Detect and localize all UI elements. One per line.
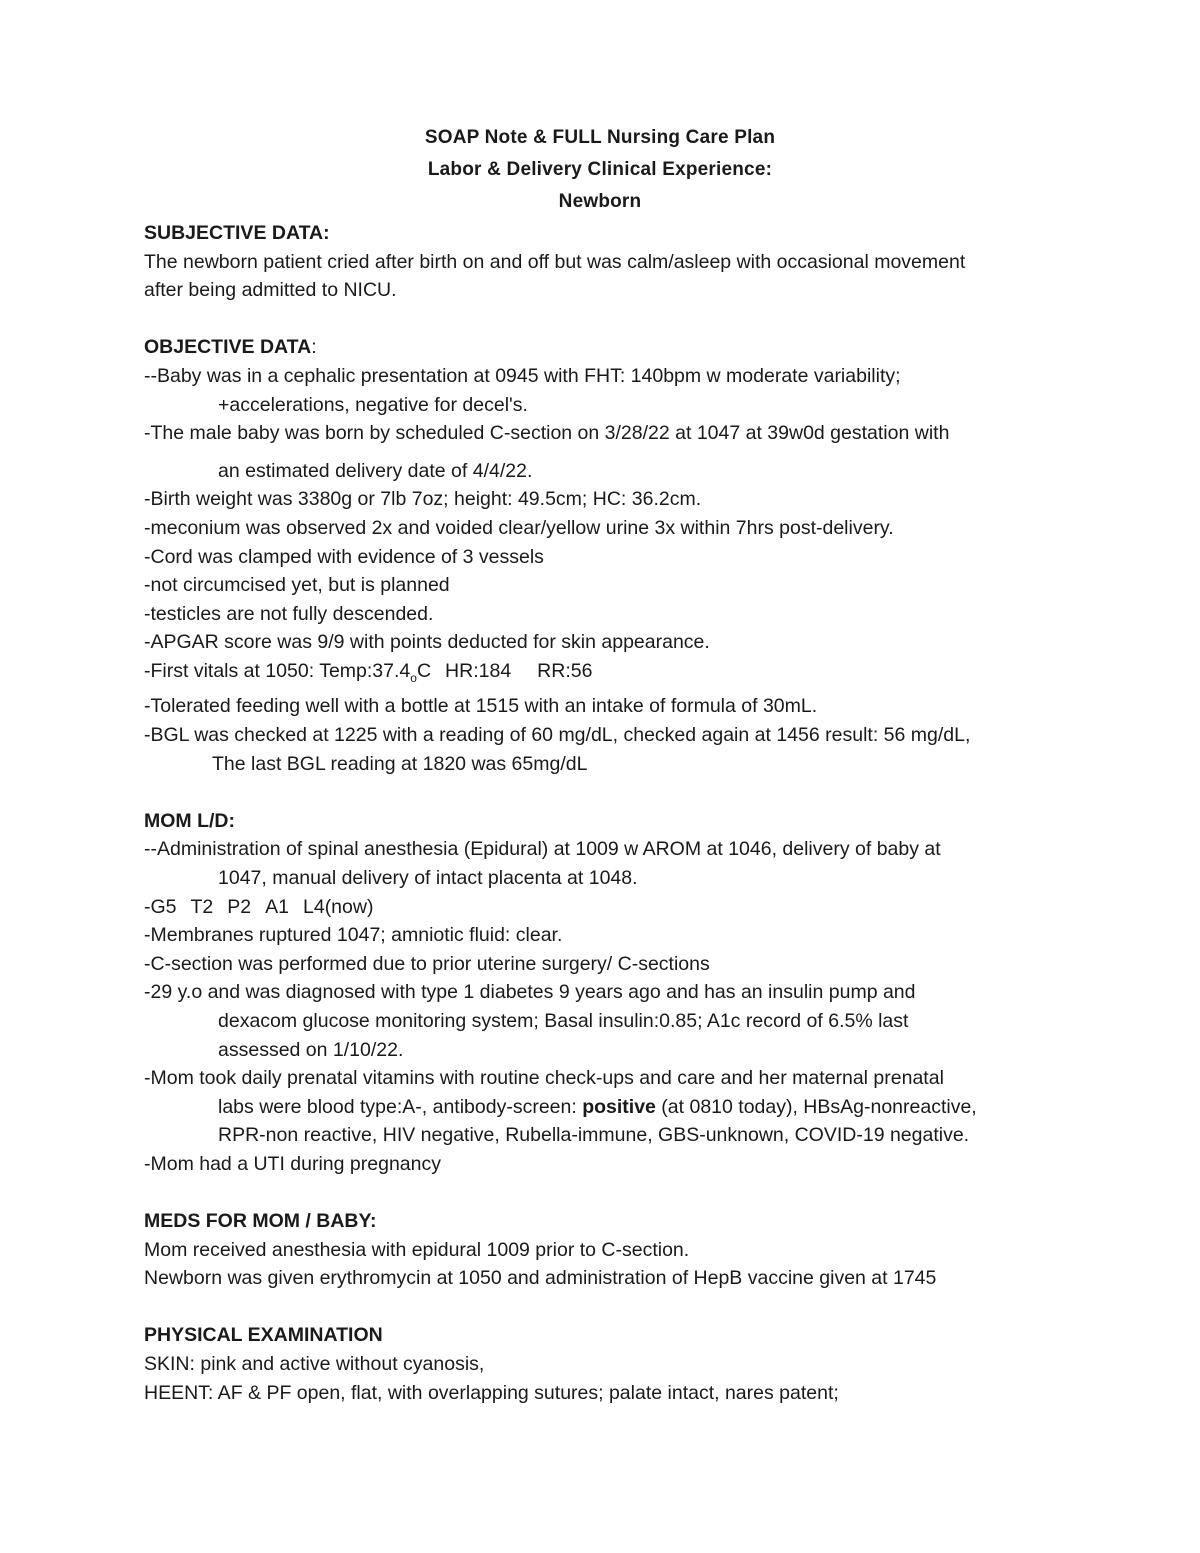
vitals-temp: -First vitals at 1050: Temp:37.4 (144, 659, 411, 682)
mom-line: 1047, manual delivery of intact placenta at 1048. (218, 866, 638, 889)
objective-line: -testicles are not fully descended. (144, 602, 434, 625)
document-title (0, 122, 1200, 218)
document-body (144, 219, 1084, 1407)
title-line-3: Newborn (558, 191, 642, 212)
objective-line: -BGL was checked at 1225 with a reading of 60 mg/dL, checked again at 1456 result: 56 mg/dL, (144, 723, 971, 746)
meds-line: Newborn was given erythromycin at 1050 and administration of HepB vaccine given at 1745 (144, 1267, 937, 1290)
objective-heading (144, 333, 1084, 362)
objective-line: -Birth weight was 3380g or 7lb 7oz; height: 49.5cm; HC: 36.2cm. (144, 488, 702, 511)
subjective-line: The newborn patient cried after birth on and off but was calm/asleep with occasional movement (144, 250, 966, 273)
mom-line: -Mom took daily prenatal vitamins with routine check-ups and care and her maternal prenatal (144, 1067, 944, 1090)
physical-line: HEENT: AF & PF open, flat, with overlapping sutures; palate intact, nares patent; (144, 1381, 839, 1404)
gtpal-l: L4(now) (303, 895, 374, 918)
degree-mark: o (410, 670, 417, 685)
vitals-hr: HR:184 (445, 659, 512, 682)
objective-line: +accelerations, negative for decel's. (218, 393, 528, 416)
gtpal-a: A1 (265, 895, 289, 918)
labs-text-2: (at 0810 today), HBsAg-nonreactive, (655, 1095, 977, 1118)
physical-line: SKIN: pink and active without cyanosis, (144, 1353, 485, 1376)
title-line-2: Labor & Delivery Clinical Experience: (427, 159, 773, 180)
meds-heading: MEDS FOR MOM / BABY: (144, 1210, 377, 1233)
objective-line: -not circumcised yet, but is planned (144, 574, 450, 597)
gtpal-g: -G5 (144, 895, 177, 918)
mom-line: RPR-non reactive, HIV negative, Rubella-immune, GBS-unknown, COVID-19 negative. (218, 1124, 970, 1147)
objective-heading-text: OBJECTIVE DATA (144, 336, 312, 359)
objective-line: -Cord was clamped with evidence of 3 vessels (144, 545, 544, 568)
mom-line: assessed on 1/10/22. (218, 1038, 404, 1061)
mom-line: -Mom had a UTI during pregnancy (144, 1152, 441, 1175)
first-vitals-line (144, 657, 1084, 692)
subjective-heading: SUBJECTIVE DATA: (144, 222, 330, 244)
mom-line: --Administration of spinal anesthesia (Epidural) at 1009 w AROM at 1046, delivery of baby at (144, 838, 941, 861)
title-line-1: SOAP Note & FULL Nursing Care Plan (424, 127, 776, 148)
objective-line: -Tolerated feeding well with a bottle at 1515 with an intake of formula of 30mL. (144, 695, 818, 718)
mom-line: -C-section was performed due to prior uterine surgery/ C-sections (144, 952, 710, 975)
mom-line: -Membranes ruptured 1047; amniotic fluid: clear. (144, 924, 563, 947)
objective-heading-colon: : (311, 336, 317, 359)
vitals-temp-unit: C (416, 659, 432, 682)
mom-line: dexacom glucose monitoring system; Basal insulin:0.85; A1c record of 6.5% last (218, 1009, 909, 1032)
gtpal-t: T2 (190, 895, 214, 918)
prenatal-labs-line (144, 1093, 1084, 1122)
mom-line: -29 y.o and was diagnosed with type 1 diabetes 9 years ago and has an insulin pump and (144, 981, 916, 1004)
gtpal-p: P2 (227, 895, 252, 918)
mom-heading: MOM L/D: (144, 809, 235, 832)
antibody-screen-result: positive (582, 1095, 656, 1118)
gtpal-line (144, 893, 1084, 922)
objective-line: -The male baby was born by scheduled C-section on 3/28/22 at 1047 at 39w0d gestation with (144, 422, 950, 445)
labs-text-1: labs were blood type:A-, antibody-screen: (218, 1095, 583, 1118)
objective-line: The last BGL reading at 1820 was 65mg/dL (212, 752, 588, 775)
physical-heading: PHYSICAL EXAMINATION (144, 1324, 383, 1347)
subjective-line: after being admitted to NICU. (144, 279, 397, 302)
objective-line: an estimated delivery date of 4/4/22. (218, 459, 533, 482)
vitals-rr: RR:56 (537, 659, 593, 682)
objective-line: -APGAR score was 9/9 with points deducted for skin appearance. (144, 631, 710, 654)
meds-line: Mom received anesthesia with epidural 1009 prior to C-section. (144, 1238, 690, 1261)
objective-line: -meconium was observed 2x and voided clear/yellow urine 3x within 7hrs post-delivery. (144, 516, 894, 539)
objective-line: --Baby was in a cephalic presentation at 0945 with FHT: 140bpm w moderate variability; (144, 364, 901, 387)
